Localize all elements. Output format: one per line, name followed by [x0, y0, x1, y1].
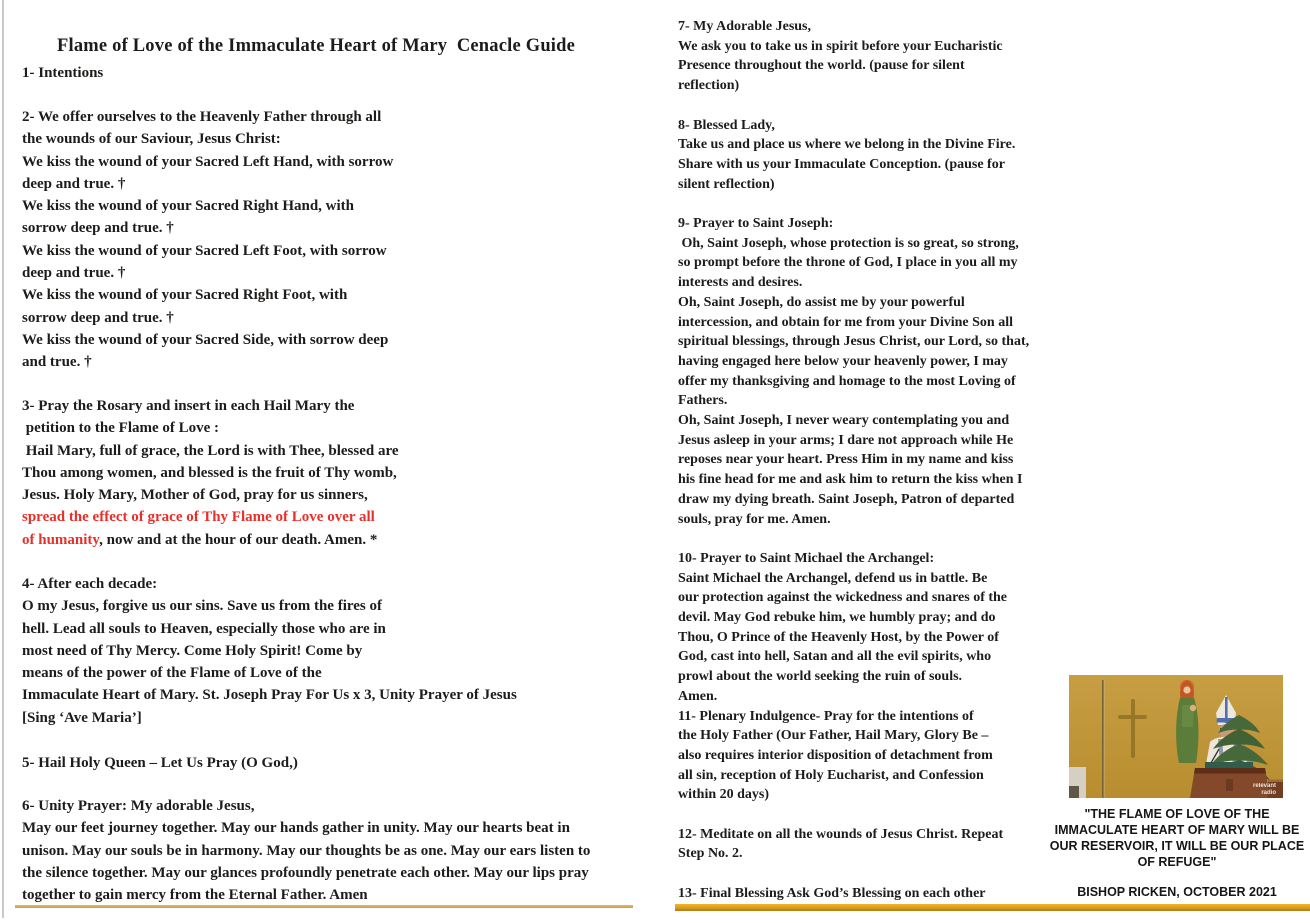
section-7-adorable-jesus: 7- My Adorable Jesus, We ask you to take us in spirit before your Eucharistic Presence throughout the world. (pause for silent reflection) [678, 19, 1003, 94]
caption-quote: "THE FLAME OF LOVE OF THE IMMACULATE HEART OF MARY WILL BE OUR RESERVOIR, IT WILL BE OUR PLACE OF REFUGE" [1049, 807, 1305, 869]
section-10-prayer-saint-michael: 10- Prayer to Saint Michael the Archangel: Saint Michael the Archangel, defend us in battle. Be our protection against the wickedness and snares of the devil. May God rebuke him, we humbly pray; and do Thou, O Prince of the Heavenly Host, by the Power of God, cast into hell, Satan and all the evil spirits, who prowl about the world seeking the ruin of souls. Amen. [678, 550, 1008, 704]
svg-text:radio: radio [1261, 790, 1276, 796]
photo-dark-corner [1069, 786, 1079, 798]
section-8-blessed-lady: 8- Blessed Lady, Take us and place us where we belong in the Divine Fire. Share with us your Immaculate Conception. (pause for silent reflection) [678, 117, 1016, 192]
right-column-bottom-rule [675, 904, 1310, 911]
section-3-red-line-1: spread the effect of grace of Thy Flame of Love over all [22, 509, 375, 526]
section-4-after-each-decade: 4- After each decade: O my Jesus, forgive us our sins. Save us from the fires of hell. Lead all souls to Heaven, especially those who are in most need of Thy Mercy. Come Holy Spirit! Come by means of the power of the Flame of Love of the Immaculate Heart of Mary. St. Joseph Pray For Us x 3, Unity Prayer of Jesus [Sing ‘Ave Maria’] [22, 576, 517, 726]
section-9-prayer-saint-joseph: 9- Prayer to Saint Joseph: Oh, Saint Joseph, whose protection is so great, so strong, so prompt before the throne of God, I place in you all my interests and desires. Oh, Saint Joseph, do assist me by your powerful intercession, and obtain for me from your Divine Son all spiritual blessings, through Jesus Christ, our Lord, so that, having engaged here below your heavenly power, I may offer my thanksgiving and homage to the most Loving of Fathers. Oh, Saint Joseph, I never weary contemplating you and Jesus asleep in your arms; I dare not approach while He reposes near your heart. Press Him in my name and kiss his fine head for me and ask him to return the kiss when I draw my dying breath. Saint Joseph, Patron of departed souls, pray for me. Amen. [678, 216, 1030, 527]
photo-pole [1102, 680, 1105, 798]
section-3-black-text: 3- Pray the Rosary and insert in each Hail Mary the petition to the Flame of Love : Hail Mary, full of grace, the Lord is with Thee, blessed are Thou among women, and blessed is the fruit of Thy womb, Jesus. Holy Mary, Mother of God, pray for us sinners, [22, 398, 399, 504]
bishop-photo [1069, 675, 1283, 798]
section-5-hail-holy-queen: 5- Hail Holy Queen – Let Us Pray (O God,) [22, 755, 298, 771]
section-13-final-blessing: 13- Final Blessing Ask God’s Blessing on each other [678, 885, 986, 901]
section-12-meditate-wounds: 12- Meditate on all the wounds of Jesus Christ. Repeat Step No. 2. [678, 826, 1004, 862]
section-3-red-line-2: of humanity [22, 531, 100, 548]
page-edge-line [2, 0, 4, 918]
left-column-bottom-rule [15, 905, 633, 908]
right-column [678, 17, 1108, 923]
section-11-plenary-indulgence: 11- Plenary Indulgence- Pray for the intentions of the Holy Father (Our Father, Hail Mary, Glory Be – also requires interior disposition of detachment from all sin, reception of Holy Eucharist, and Confession within 20 days) [678, 708, 993, 803]
photo-caption [1040, 806, 1310, 900]
section-2-offering: 2- We offer ourselves to the Heavenly Father through all the wounds of our Saviour, Jesus Christ: We kiss the wound of your Sacred Left Hand, with sorrow deep and true. † We kiss the wound of your Sacred Right Hand, with sorrow deep and true. † We kiss the wound of your Sacred Left Foot, with sorrow deep and true. † We kiss the wound of your Sacred Right Foot, with sorrow deep and true. † We kiss the wound of your Sacred Side, with sorrow deep and true. † [22, 109, 394, 371]
caption-attribution: BISHOP RICKEN, OCTOBER 2021 [1077, 885, 1277, 899]
section-3-tail: , now and at the hour of our death. Amen. * [99, 531, 378, 548]
svg-text:relevant: relevant [1252, 783, 1276, 789]
section-1-intentions: 1- Intentions [22, 65, 104, 81]
section-3-rosary-petition [22, 395, 662, 551]
page-title: Flame of Love of the Immaculate Heart of Mary Cenacle Guide [57, 36, 576, 57]
section-6-unity-prayer: 6- Unity Prayer: My adorable Jesus, May our feet journey together. May our hands gather in unity. May our hearts beat in unison. May our souls be in harmony. May our thoughts be as one. May our ears listen to the silence together. May our glances profoundly penetrate each other. May our lips pray together to gain mercy from the Eternal Father. Amen [22, 798, 591, 904]
